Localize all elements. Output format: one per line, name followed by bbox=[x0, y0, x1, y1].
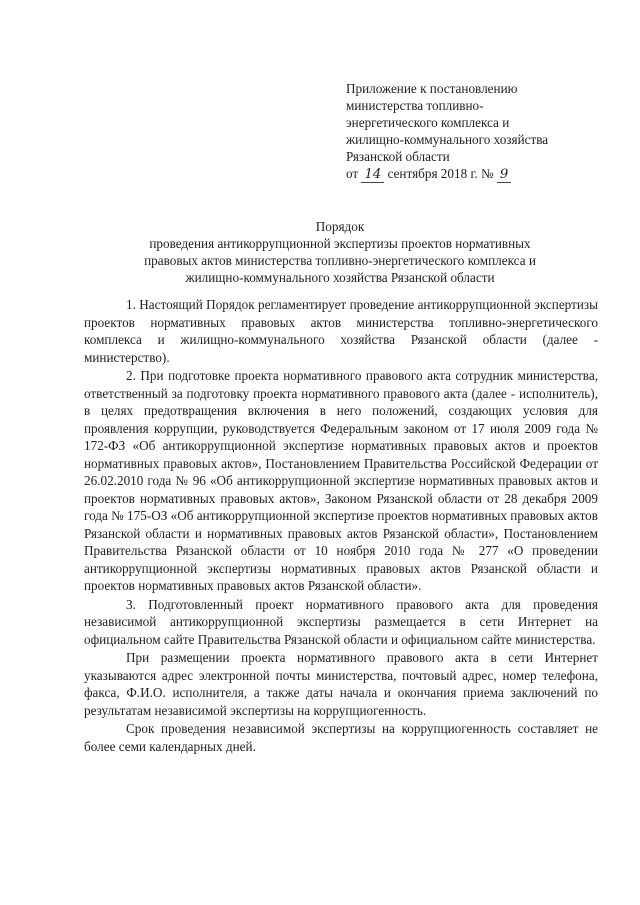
title-line: жилищно-коммунального хозяйства Рязанской области bbox=[185, 270, 495, 285]
paragraph-1: 1. Настоящий Порядок регламентирует проведение антикоррупционной экспертизы проектов нормативных правовых актов министерства топливно-энергетического комплекса и жилищно-коммунального хозяйства Рязанской области (далее - министерство). bbox=[84, 297, 598, 365]
title-heading: Порядок bbox=[315, 219, 365, 234]
title-line: правовых актов министерства топливно-энергетического комплекса и bbox=[144, 253, 536, 268]
appendix-line: министерства топливно- bbox=[346, 98, 484, 113]
appendix-line: Рязанской области bbox=[346, 149, 450, 164]
document-number-handwritten: 9 bbox=[497, 168, 511, 183]
appendix-header bbox=[346, 80, 616, 183]
paragraph-5: Срок проведения независимой экспертизы на коррупциогенность составляет не более семи календарных дней. bbox=[84, 721, 598, 754]
paragraph-4: При размещении проекта нормативного правового акта в сети Интернет указываются адрес электронной почты министерства, почтовый адрес, номер телефона, факса, Ф.И.О. исполнителя, а также даты начала и окончания приема заключений по результатам независимой экспертизы на коррупциогенность. bbox=[84, 650, 598, 718]
document-title bbox=[100, 218, 580, 286]
date-day-handwritten: 14 bbox=[361, 168, 384, 183]
appendix-line: энергетического комплекса и bbox=[346, 115, 510, 130]
appendix-date-line bbox=[346, 165, 616, 183]
paragraph-2: 2. При подготовке проекта нормативного правового акта сотрудник министерства, ответственный за подготовку проекта нормативного правового акта (далее - исполнитель), в целях предотвращения включения в него положений, создающих условия для проявления коррупции, руководствуется Федеральным законом от 17 июля 2009 года № 172-ФЗ «Об антикоррупционной экспертизе нормативных правовых актов и проектов нормативных правовых актов», Постановлением Правительства Российской Федерации от 26.02.2010 года № 96 «Об антикоррупционной экспертизе нормативных правовых актов и проектов нормативных правовых актов», Законом Рязанской области от 28 декабря 2009 года № 175-ОЗ «Об антикоррупционной экспертизе проектов нормативных правовых актов Рязанской области и нормативных правовых актов Рязанской области», Постановлением Правительства Рязанской области от 10 ноября 2010 года № 277 «О проведении антикоррупционной экспертизы нормативных правовых актов Рязанской области и проектов нормативных правовых актов Рязанской области». bbox=[84, 368, 598, 593]
date-prefix: от bbox=[346, 166, 359, 181]
title-line: проведения антикоррупционной экспертизы проектов нормативных bbox=[149, 236, 531, 251]
date-rest: сентября 2018 г. № bbox=[387, 166, 494, 181]
document-body bbox=[84, 296, 598, 756]
paragraph-3: 3. Подготовленный проект нормативного правового акта для проведения независимой антикоррупционной экспертизы размещается в сети Интернет на официальном сайте Правительства Рязанской области и официальном сайте министерства. bbox=[84, 596, 598, 647]
appendix-line: жилищно-коммунального хозяйства bbox=[346, 132, 549, 147]
appendix-line: Приложение к постановлению bbox=[346, 81, 518, 96]
